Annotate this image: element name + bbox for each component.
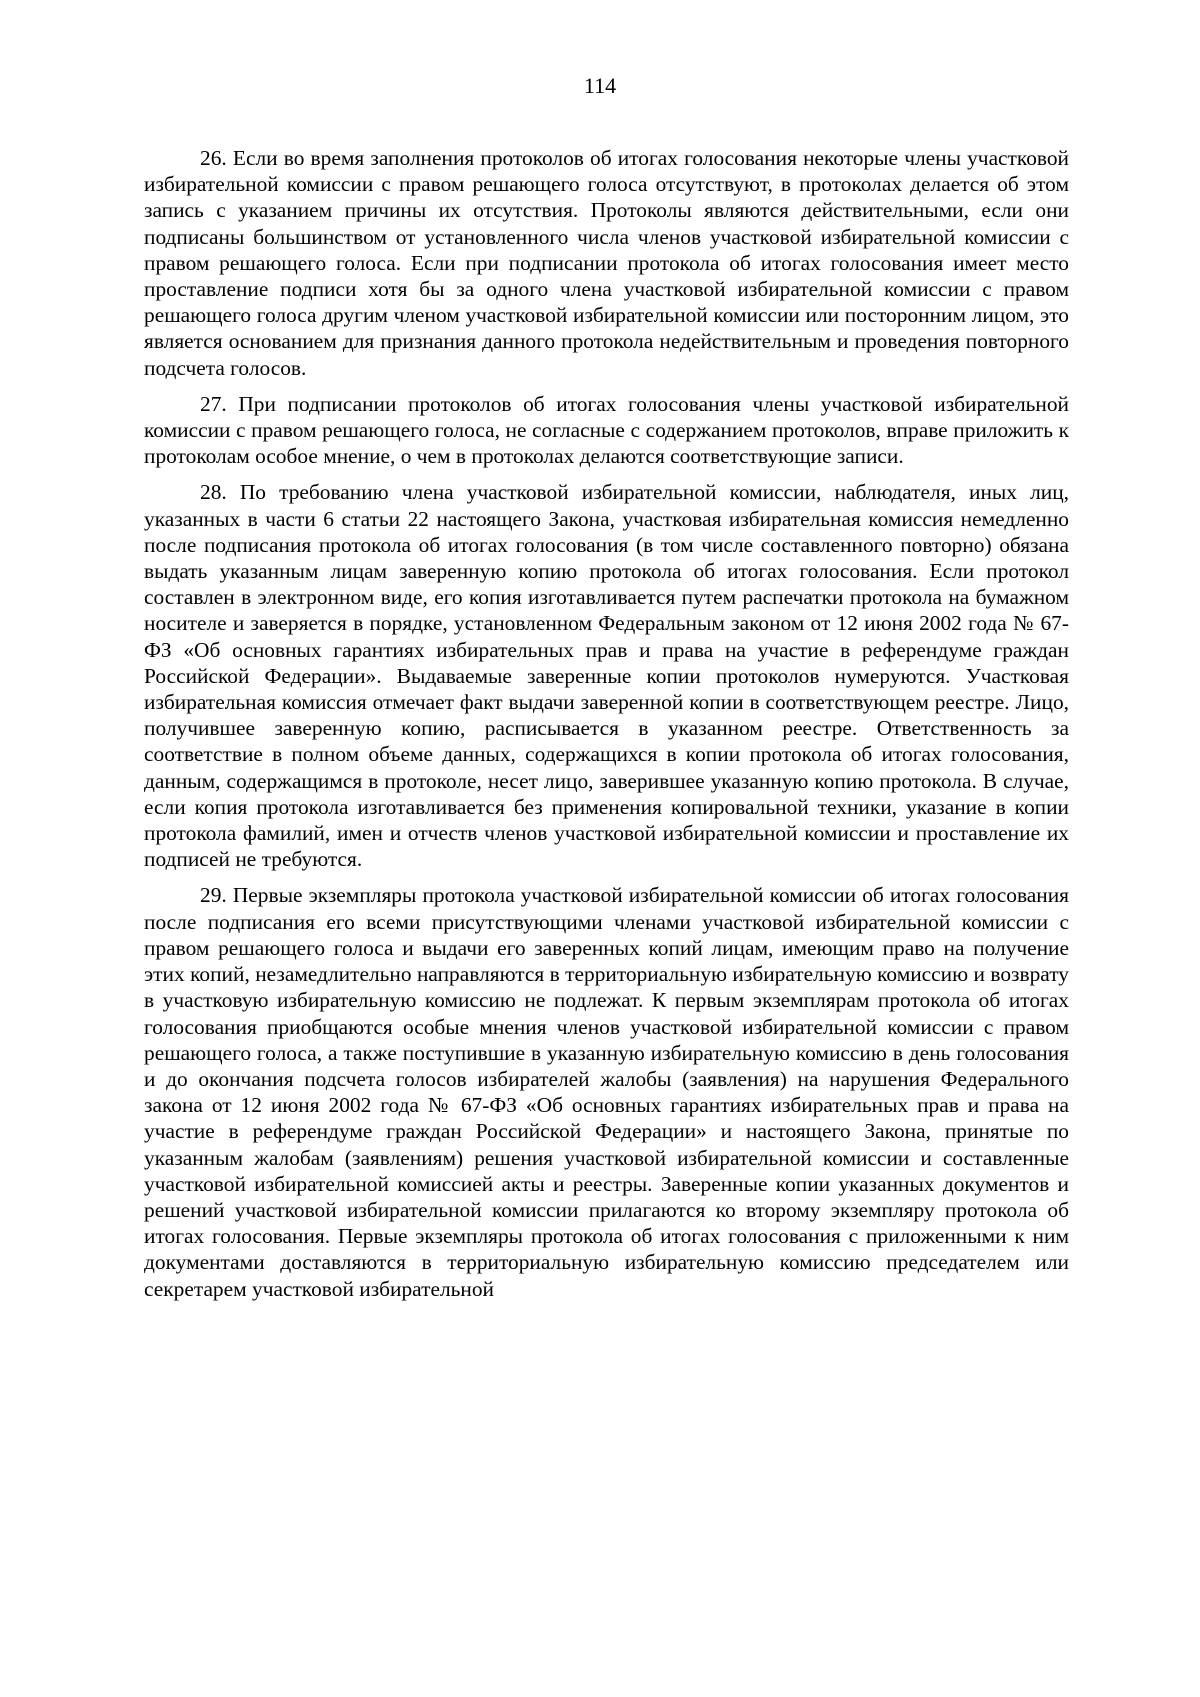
paragraph-26: 26. Если во время заполнения протоколов об итогах голосования некоторые члены участковой избирательной комиссии с правом решающего голоса отсутствуют, в протоколах делается об этом запись с указанием причины их отсутствия. Протоколы являются действительными, если они подписаны большинством от установленного числа членов участковой избирательной комиссии с правом решающего голоса. Если при подписании протокола об итогах голосования имеет место проставление подписи хотя бы за одного члена участковой избирательной комиссии с правом решающего голоса другим членом участковой избирательной комиссии или посторонним лицом, это является основанием для признания данного протокола недействительным и проведения повторного подсчета голосов. xyxy=(144,146,1069,380)
document-body xyxy=(144,145,1069,1312)
paragraph-27: 27. При подписании протоколов об итогах голосования члены участковой избирательной комиссии с правом решающего голоса, не согласные с содержанием протоколов, вправе приложить к протоколам особое мнение, о чем в протоколах делаются соответствующие записи. xyxy=(144,391,1069,469)
page-number: 114 xyxy=(583,73,617,98)
paragraph-29: 29. Первые экземпляры протокола участковой избирательной комиссии об итогах голосования после подписания его всеми присутствующими членами участковой избирательной комиссии с правом решающего голоса и выдачи его заверенных копий лицам, имеющим право на получение этих копий, незамедлительно направляются в территориальную избирательную комиссию и возврату в участковую избирательную комиссию не подлежат. К первым экземплярам протокола об итогах голосования приобщаются особые мнения членов участковой избирательной комиссии с правом решающего голоса, а также поступившие в указанную избирательную комиссию в день голосования и до окончания подсчета голосов избирателей жалобы (заявления) на нарушения Федерального закона от 12 июня 2002 года № 67-ФЗ «Об основных гарантиях избирательных прав и права на участие в референдуме граждан Российской Федерации» и настоящего Закона, принятые по указанным жалобам (заявлениям) решения участковой избирательной комиссии и составленные участковой избирательной комиссией акты и реестры. Заверенные копии указанных документов и решений участковой избирательной комиссии прилагаются ко второму экземпляру протокола об итогах голосования. Первые экземпляры протокола об итогах голосования с приложенными к ним документами доставляются в территориальную избирательную комиссию председателем или секретарем участковой избирательной xyxy=(144,883,1069,1301)
paragraph-28: 28. По требованию члена участковой избирательной комиссии, наблюдателя, иных лиц, указанных в части 6 статьи 22 настоящего Закона, участковая избирательная комиссия немедленно после подписания протокола об итогах голосования (в том числе составленного повторно) обязана выдать указанным лицам заверенную копию протокола об итогах голосования. Если протокол составлен в электронном виде, его копия изготавливается путем распечатки протокола на бумажном носителе и заверяется в порядке, установленном Федеральным законом от 12 июня 2002 года № 67-ФЗ «Об основных гарантиях избирательных прав и права на участие в референдуме граждан Российской Федерации». Выдаваемые заверенные копии протоколов нумеруются. Участковая избирательная комиссия отмечает факт выдачи заверенной копии в соответствующем реестре. Лицо, получившее заверенную копию, расписывается в указанном реестре. Ответственность за соответствие в полном объеме данных, содержащихся в копии протокола об итогах голосования, данным, содержащимся в протоколе, несет лицо, заверившее указанную копию протокола. В случае, если копия протокола изготавливается без применения копировальной техники, указание в копии протокола фамилий, имен и отчеств членов участковой избирательной комиссии и проставление их подписей не требуются. xyxy=(144,480,1069,872)
